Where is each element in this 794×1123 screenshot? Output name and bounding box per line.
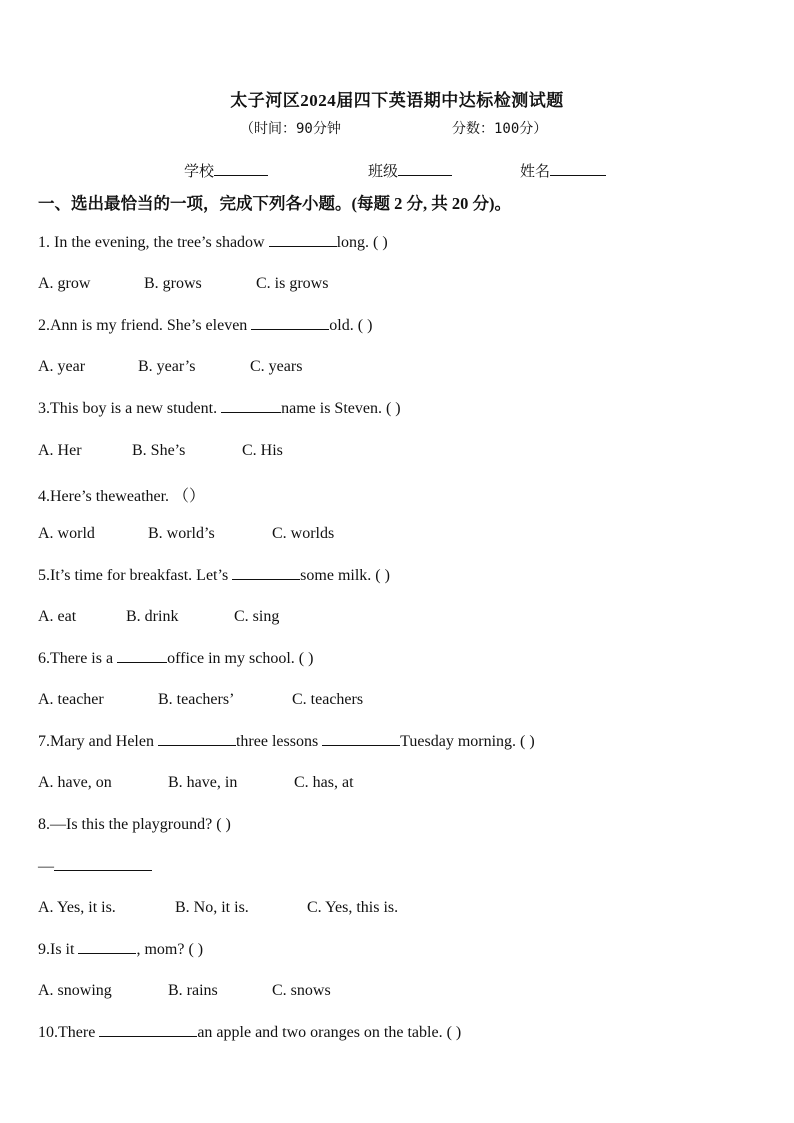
question-text: , mom? ( ) — [136, 941, 204, 958]
option-c[interactable]: C. is grows — [256, 275, 329, 292]
option-b[interactable]: B. teachers’ — [158, 691, 235, 708]
option-a[interactable]: A. Her — [38, 442, 82, 459]
school-label: 学校 — [184, 164, 215, 180]
question-text: 5.It’s time for breakfast. Let’s — [38, 567, 233, 584]
question-text: old. ( ) — [329, 317, 373, 334]
question-text: name is Steven. ( ) — [281, 400, 401, 417]
question-9 — [38, 941, 203, 959]
option-a[interactable]: A. Yes, it is. — [38, 899, 116, 916]
answer-blank[interactable] — [78, 941, 136, 954]
question-10 — [38, 1024, 461, 1042]
answer-blank[interactable] — [251, 317, 329, 330]
option-c[interactable]: C. snows — [272, 982, 331, 999]
question-7 — [38, 733, 535, 751]
question-text: an apple and two oranges on the table. ( ) — [197, 1024, 462, 1041]
time-info: （时间：90分钟 — [240, 121, 341, 137]
option-c[interactable]: C. sing — [234, 608, 280, 625]
option-a[interactable]: A. have, on — [38, 774, 112, 791]
exam-title: 太子河区2024届四下英语期中达标检测试题 — [230, 91, 564, 110]
question-text: long. ( ) — [336, 234, 388, 251]
question-text: 4.Here’s theweather. （） — [38, 488, 206, 505]
question-1 — [38, 234, 388, 252]
answer-dash: — — [38, 858, 54, 875]
option-a[interactable]: A. year — [38, 358, 86, 375]
option-c[interactable]: C. His — [242, 442, 283, 459]
question-2 — [38, 317, 372, 335]
name-label: 姓名 — [520, 164, 551, 180]
question-text: 10.There — [38, 1024, 100, 1041]
question-8 — [38, 816, 231, 834]
score-info: 分数：100分） — [452, 121, 548, 137]
option-b[interactable]: B. have, in — [168, 774, 238, 791]
class-label: 班级 — [368, 164, 399, 180]
question-text: some milk. ( ) — [300, 567, 390, 584]
option-b[interactable]: B. world’s — [148, 525, 215, 542]
question-text: 6.There is a — [38, 650, 118, 667]
option-b[interactable]: B. She’s — [132, 442, 186, 459]
option-b[interactable]: B. No, it is. — [175, 899, 249, 916]
answer-blank[interactable] — [269, 234, 337, 247]
question-text: 3.This boy is a new student. — [38, 400, 222, 417]
question-6 — [38, 650, 313, 668]
question-text: 9.Is it — [38, 941, 79, 958]
option-a[interactable]: A. eat — [38, 608, 77, 625]
question-text: 8.—Is this the playground? ( ) — [38, 816, 231, 833]
answer-blank[interactable] — [117, 650, 167, 663]
question-text: Tuesday morning. ( ) — [400, 733, 535, 750]
section-heading: 一、选出最恰当的一项，完成下列各小题。(每题 2 分, 共 20 分)。 — [38, 194, 511, 213]
question-text: 2.Ann is my friend. She’s eleven — [38, 317, 252, 334]
question-5 — [38, 567, 390, 585]
answer-blank[interactable] — [158, 733, 236, 746]
option-a[interactable]: A. world — [38, 525, 95, 542]
answer-blank[interactable] — [54, 858, 152, 871]
answer-blank[interactable] — [232, 567, 300, 580]
answer-line — [38, 858, 152, 876]
question-4 — [38, 483, 205, 506]
option-c[interactable]: C. has, at — [294, 774, 354, 791]
answer-blank[interactable] — [99, 1024, 197, 1037]
answer-blank[interactable] — [322, 733, 400, 746]
option-c[interactable]: C. teachers — [292, 691, 364, 708]
answer-blank[interactable] — [221, 400, 281, 413]
question-text: 7.Mary and Helen — [38, 733, 158, 750]
option-c[interactable]: C. Yes, this is. — [307, 899, 399, 916]
question-text: 1. In the evening, the tree’s shadow — [38, 234, 269, 251]
option-c[interactable]: C. worlds — [272, 525, 335, 542]
question-text: three lessons — [235, 733, 323, 750]
option-a[interactable]: A. teacher — [38, 691, 104, 708]
option-c[interactable]: C. years — [250, 358, 303, 375]
option-b[interactable]: B. year’s — [138, 358, 196, 375]
question-text: office in my school. ( ) — [167, 650, 314, 667]
name-blank[interactable] — [550, 161, 606, 176]
option-b[interactable]: B. drink — [126, 608, 179, 625]
school-field — [184, 160, 268, 181]
option-b[interactable]: B. rains — [168, 982, 218, 999]
school-blank[interactable] — [214, 161, 268, 176]
class-field — [368, 160, 452, 181]
class-blank[interactable] — [398, 161, 452, 176]
name-field — [520, 160, 606, 181]
question-3 — [38, 400, 401, 418]
option-a[interactable]: A. snowing — [38, 982, 112, 999]
option-a[interactable]: A. grow — [38, 275, 91, 292]
option-b[interactable]: B. grows — [144, 275, 202, 292]
